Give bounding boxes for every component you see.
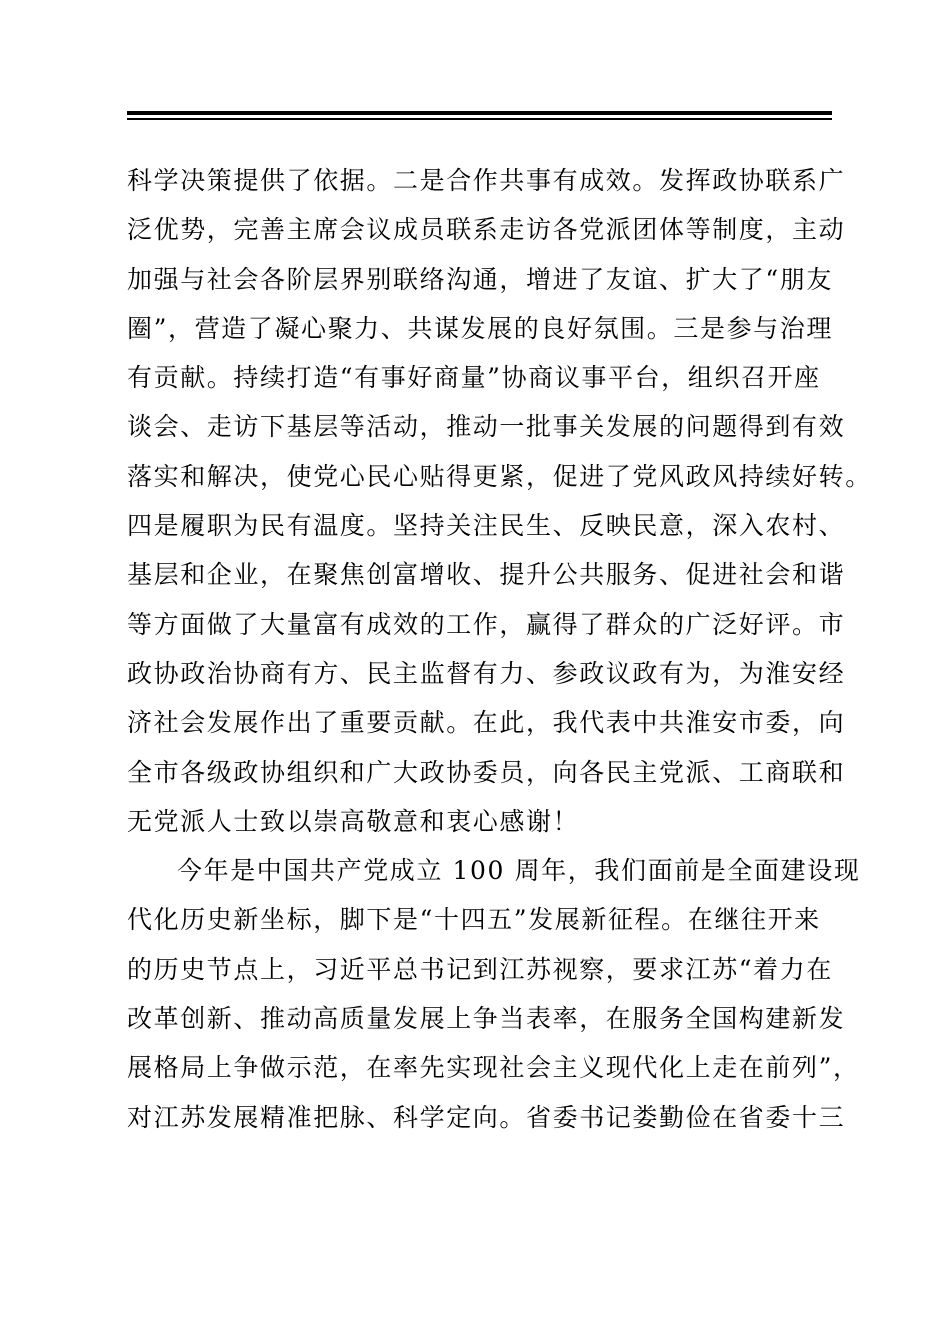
text-line: 科学决策提供了依据。二是合作共事有成效。发挥政协联系广 — [127, 166, 846, 195]
text-line: 改革创新、推动高质量发展上争当表率，在服务全国构建新发 — [127, 1004, 846, 1034]
text-line: 泛优势，完善主席会议成员联系走访各党派团体等制度，主动 — [127, 215, 846, 245]
text-line: 谈会、走访下基层等活动，推动一批事关发展的问题得到有效 — [127, 412, 846, 442]
text-line: 的历史节点上，习近平总书记到江苏视察，要求江苏“着力在 — [127, 954, 833, 984]
text-line: 代化历史新坐标，脚下是“十四五”发展新征程。在继往开来 — [127, 905, 821, 935]
header-double-rule — [127, 111, 832, 120]
text-line: 展格局上争做示范，在率先实现社会主义现代化上走在前列”， — [127, 1053, 860, 1083]
text-line: 有贡献。持续打造“有事好商量”协商议事平台，组织召开座 — [127, 363, 821, 393]
text-line: 圈”，营造了凝心聚力、共谋发展的良好氛围。三是参与治理 — [127, 313, 833, 343]
paragraph-first-line: 今年是中国共产党成立 100 周年，我们面前是全面建设现 — [177, 856, 861, 886]
text-line: 无党派人士致以崇高敬意和衷心感谢！ — [127, 806, 580, 836]
text-line: 对江苏发展精准把脉、科学定向。省委书记娄勤俭在省委十三 — [127, 1102, 846, 1132]
text-line: 全市各级政协组织和广大政协委员，向各民主党派、工商联和 — [127, 757, 846, 787]
body-text — [127, 156, 872, 1142]
header-rule-thin — [127, 118, 832, 120]
text-line: 政协政治协商有方、民主监督有力、参政议政有为，为淮安经 — [127, 658, 846, 688]
text-line: 落实和解决，使党心民心贴得更紧，促进了党风政风持续好转。 — [127, 461, 872, 491]
text-line: 基层和企业，在聚焦创富增收、提升公共服务、促进社会和谐 — [127, 560, 846, 590]
text-line: 济社会发展作出了重要贡献。在此，我代表中共淮安市委，向 — [127, 708, 846, 738]
text-line: 等方面做了大量富有成效的工作，赢得了群众的广泛好评。市 — [127, 609, 846, 639]
header-rule-thick — [127, 111, 832, 115]
text-line: 四是履职为民有温度。坚持关注民生、反映民意，深入农村、 — [127, 511, 846, 541]
text-line: 加强与社会各阶层界别联络沟通，增进了友谊、扩大了“朋友 — [127, 264, 833, 294]
